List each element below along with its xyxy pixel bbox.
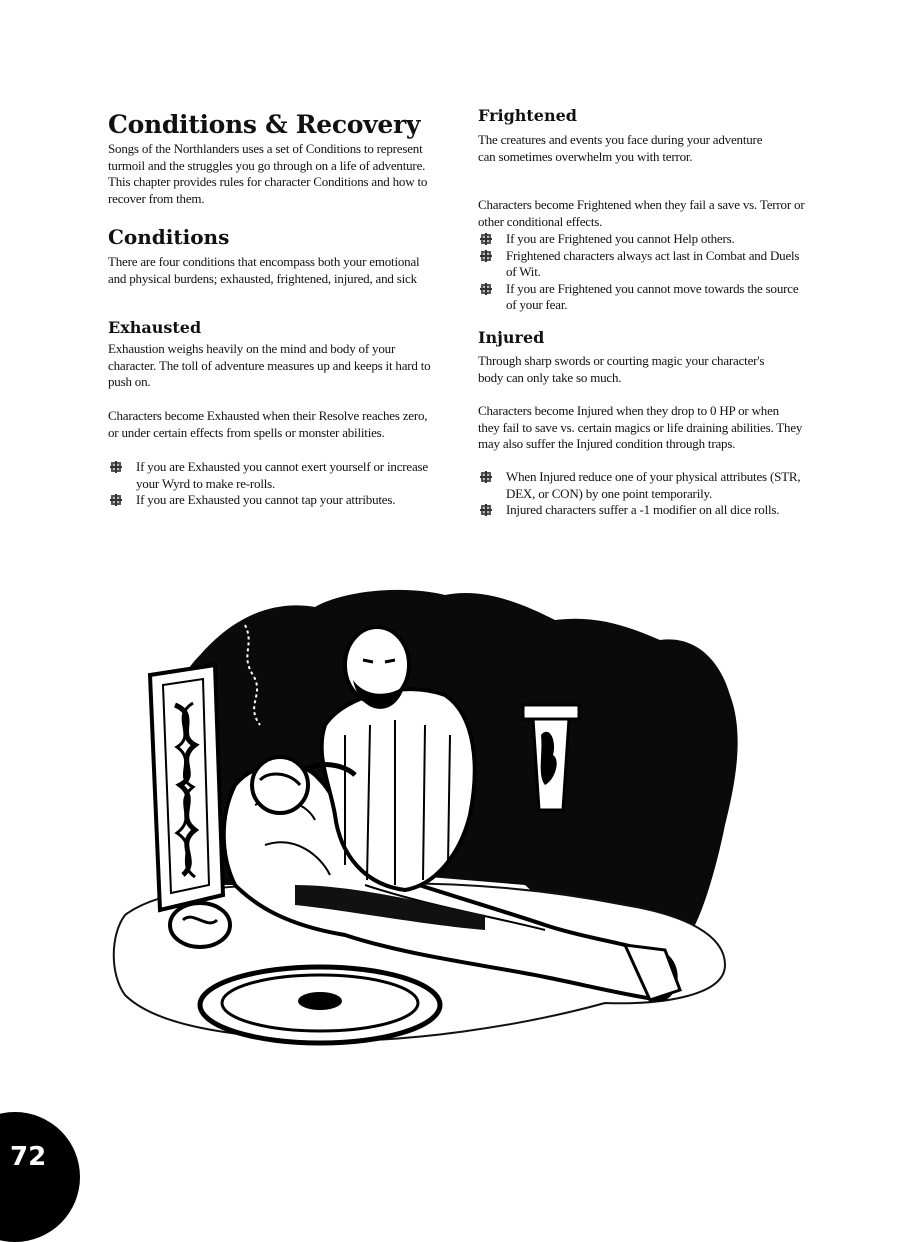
bullet-icon <box>480 250 492 262</box>
bullet-icon <box>110 461 122 473</box>
exhausted-heading: Exhausted <box>108 318 202 337</box>
conditions-text: There are four conditions that encompass both your emotional and physical burdens; exhausted, frightened, injured, and sick <box>108 254 420 286</box>
carved-door-post <box>150 665 223 910</box>
page-number-tab <box>0 1112 80 1242</box>
frightened-para1: The creatures and events you face during your adventure can sometimes overwhelm you with terror. <box>478 132 763 164</box>
frightened-heading: Frightened <box>478 106 577 125</box>
round-shield <box>200 967 440 1043</box>
bullet-text: When Injured reduce one of your physical attributes (STR, DEX, or CON) by one point temporarily. <box>506 469 801 501</box>
list-item <box>478 231 808 248</box>
exhausted-para1: Exhaustion weighs heavily on the mind and body of your character. The toll of adventure measures up and keeps it hard to push on. <box>108 341 431 389</box>
exhausted-para2: Characters become Exhausted when their Resolve reaches zero, or under certain effects from spells or monster abilities. <box>108 408 428 440</box>
frightened-para2: Characters become Frightened when they fail a save vs. Terror or other conditional effects. <box>478 197 805 229</box>
list-item <box>108 492 443 509</box>
fallen-helmet <box>170 903 230 947</box>
list-item <box>108 459 443 492</box>
list-item <box>478 502 808 519</box>
injured-para1: Through sharp swords or courting magic your character's body can only take so much. <box>478 353 765 385</box>
intro-text: Songs of the Northlanders uses a set of Conditions to represent turmoil and the struggles you go through on a life of adventure. This chapter provides rules for character Conditions and how to recover from them. <box>108 141 428 206</box>
bullet-icon <box>110 494 122 506</box>
bullet-text: If you are Frightened you cannot move towards the source of your fear. <box>506 280 799 312</box>
list-item <box>478 248 808 281</box>
frightened-bullet-list <box>478 231 808 314</box>
chapter-title: Conditions & Recovery <box>108 110 421 139</box>
bullet-icon <box>480 471 492 483</box>
list-item <box>478 281 808 314</box>
healer-illustration <box>105 585 825 1060</box>
list-item <box>478 469 808 502</box>
page-number: 72 <box>10 1142 47 1172</box>
bullet-text: If you are Exhausted you cannot exert yourself or increase your Wyrd to make re-rolls. <box>136 459 428 491</box>
injured-para2: Characters become Injured when they drop to 0 HP or when they fail to save vs. certain magics or life draining abilities. They may also suffer the Injured condition through traps. <box>478 403 803 451</box>
exhausted-bullet-list <box>108 459 443 509</box>
bullet-text: Frightened characters always act last in Combat and Duels of Wit. <box>506 247 800 279</box>
bullet-icon <box>480 504 492 516</box>
bullet-text: If you are Exhausted you cannot tap your attributes. <box>136 492 396 507</box>
bullet-icon <box>480 283 492 295</box>
bullet-text: Injured characters suffer a -1 modifier on all dice rolls. <box>506 502 780 517</box>
bullet-text: If you are Frightened you cannot Help others. <box>506 231 735 246</box>
injured-heading: Injured <box>478 328 545 347</box>
conditions-heading: Conditions <box>108 225 230 249</box>
bullet-icon <box>480 233 492 245</box>
injured-bullet-list <box>478 469 808 519</box>
